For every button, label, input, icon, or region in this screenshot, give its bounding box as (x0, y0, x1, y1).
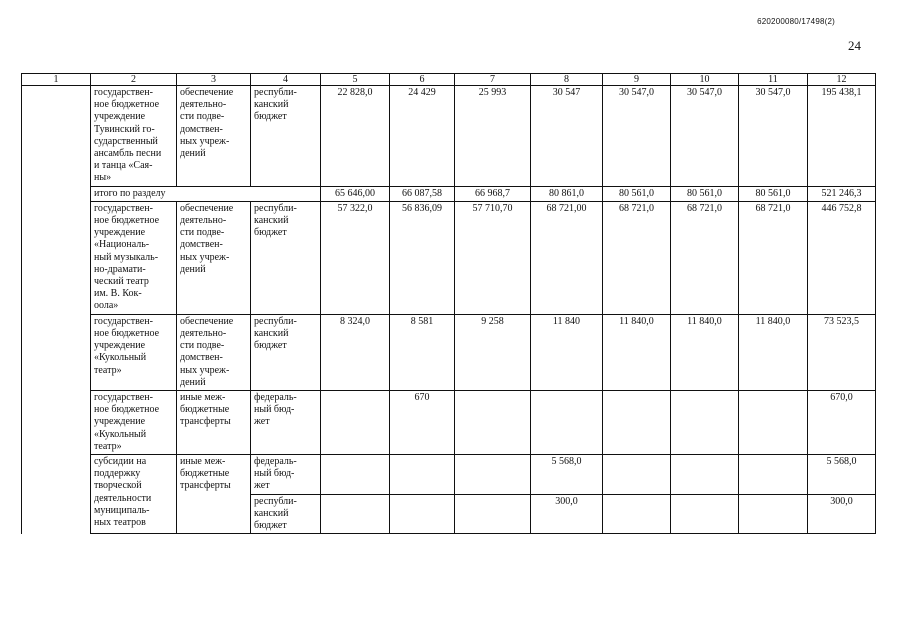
budget-source: республи- канский бюджет (251, 314, 321, 390)
value-cell (603, 494, 671, 534)
institution-name: государствен- ное бюджетное учреждение «Кукольный театр» (91, 314, 177, 390)
budget-source: федераль- ный бюд- жет (251, 455, 321, 495)
expense-direction: обеспечение деятельно- сти подве- домствен- ных учреж- дений (177, 201, 251, 314)
value-cell: 68 721,0 (671, 201, 739, 314)
value-cell: 5 568,0 (531, 455, 603, 495)
value-cell: 65 646,00 (321, 186, 390, 201)
header-cell: 12 (808, 74, 876, 86)
expense-direction: иные меж- бюджетные трансферты (177, 391, 251, 455)
value-cell (390, 455, 455, 495)
value-cell: 68 721,0 (739, 201, 808, 314)
value-cell: 11 840 (531, 314, 603, 390)
value-cell (671, 391, 739, 455)
value-cell: 80 561,0 (603, 186, 671, 201)
expense-direction: обеспечение деятельно- сти подве- домствен- ных учреж- дений (177, 314, 251, 390)
total-label: итого по разделу (91, 186, 321, 201)
value-cell: 30 547 (531, 86, 603, 187)
value-cell (321, 455, 390, 495)
table-row (22, 86, 876, 187)
value-cell: 11 840,0 (603, 314, 671, 390)
value-cell: 80 561,0 (739, 186, 808, 201)
value-cell (671, 494, 739, 534)
value-cell: 25 993 (455, 86, 531, 187)
value-cell (390, 494, 455, 534)
value-cell: 11 840,0 (671, 314, 739, 390)
header-cell: 11 (739, 74, 808, 86)
value-cell: 73 523,5 (808, 314, 876, 390)
budget-source: республи- канский бюджет (251, 201, 321, 314)
value-cell: 57 322,0 (321, 201, 390, 314)
budget-table (21, 73, 876, 534)
header-cell: 2 (91, 74, 177, 86)
expense-direction: иные меж- бюджетные трансферты (177, 455, 251, 534)
budget-source: республи- канский бюджет (251, 86, 321, 187)
value-cell (603, 455, 671, 495)
value-cell: 8 324,0 (321, 314, 390, 390)
value-cell: 11 840,0 (739, 314, 808, 390)
budget-source: республи- канский бюджет (251, 494, 321, 534)
header-cell: 5 (321, 74, 390, 86)
value-cell: 68 721,0 (603, 201, 671, 314)
header-cell: 1 (22, 74, 91, 86)
value-cell: 9 258 (455, 314, 531, 390)
value-cell: 670,0 (808, 391, 876, 455)
value-cell: 80 861,0 (531, 186, 603, 201)
value-cell (321, 494, 390, 534)
value-cell: 30 547,0 (671, 86, 739, 187)
value-cell (455, 494, 531, 534)
value-cell (739, 455, 808, 495)
value-cell: 66 968,7 (455, 186, 531, 201)
table-row (22, 391, 876, 455)
header-cell: 8 (531, 74, 603, 86)
budget-source: федераль- ный бюд- жет (251, 391, 321, 455)
value-cell: 56 836,09 (390, 201, 455, 314)
value-cell (671, 455, 739, 495)
document-id: 620200080/17498(2) (757, 17, 835, 26)
value-cell (531, 391, 603, 455)
value-cell (455, 391, 531, 455)
value-cell: 5 568,0 (808, 455, 876, 495)
value-cell: 670 (390, 391, 455, 455)
value-cell: 57 710,70 (455, 201, 531, 314)
institution-name: субсидии на поддержку творческой деятельности муниципаль- ных театров (91, 455, 177, 534)
value-cell (455, 455, 531, 495)
expense-direction: обеспечение деятельно- сти подве- домствен- ных учреж- дений (177, 86, 251, 187)
header-cell: 6 (390, 74, 455, 86)
header-cell: 9 (603, 74, 671, 86)
table-row (22, 455, 876, 495)
empty-cell (22, 86, 91, 202)
value-cell (739, 494, 808, 534)
value-cell: 8 581 (390, 314, 455, 390)
page-number: 24 (848, 38, 861, 53)
value-cell: 22 828,0 (321, 86, 390, 187)
value-cell: 80 561,0 (671, 186, 739, 201)
value-cell (321, 391, 390, 455)
value-cell: 30 547,0 (603, 86, 671, 187)
value-cell (739, 391, 808, 455)
institution-name: государствен- ное бюджетное учреждение Тувинский го- сударственный ансамбль песни и танца «Сая- ны» (91, 86, 177, 187)
total-row (22, 186, 876, 201)
header-cell: 10 (671, 74, 739, 86)
institution-name: государствен- ное бюджетное учреждение «Националь- ный музыкаль- но-драмати- ческий театр им. В. Кок- оола» (91, 201, 177, 314)
institution-name: государствен- ное бюджетное учреждение «Кукольный театр» (91, 391, 177, 455)
table-row (22, 201, 876, 314)
value-cell: 66 087,58 (390, 186, 455, 201)
header-cell: 7 (455, 74, 531, 86)
value-cell: 300,0 (531, 494, 603, 534)
header-cell: 4 (251, 74, 321, 86)
value-cell: 300,0 (808, 494, 876, 534)
table-row (22, 314, 876, 390)
value-cell: 30 547,0 (739, 86, 808, 187)
header-row (22, 74, 876, 86)
value-cell (603, 391, 671, 455)
value-cell: 68 721,00 (531, 201, 603, 314)
header-cell: 3 (177, 74, 251, 86)
value-cell: 195 438,1 (808, 86, 876, 187)
value-cell: 446 752,8 (808, 201, 876, 314)
empty-cell (22, 201, 91, 533)
value-cell: 24 429 (390, 86, 455, 187)
value-cell: 521 246,3 (808, 186, 876, 201)
